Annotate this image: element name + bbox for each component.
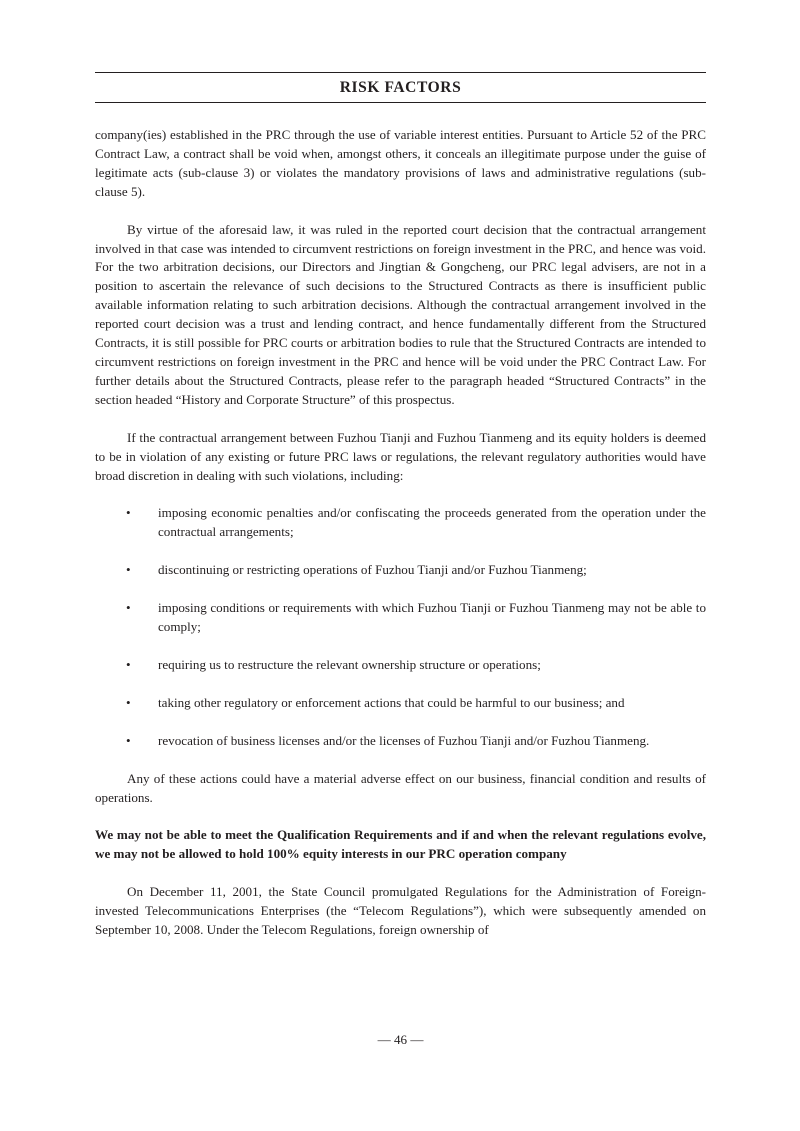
bullet-icon: • (126, 656, 131, 672)
header-bottom-rule (95, 102, 706, 103)
paragraph-telecom-regulations: On December 11, 2001, the State Council promulgated Regulations for the Administration of Foreign-invested Telecommunications Enterprises (the “Telecom Regulations”), which were subsequently amended on September 10, 2008. Under the Telecom Regulations, foreign ownership of (95, 884, 706, 938)
list-item-text: imposing conditions or requirements with which Fuzhou Tianji or Fuzhou Tianmeng may not be able to comply; (158, 600, 706, 635)
header-top-rule (95, 72, 706, 73)
paragraph-court-decision: By virtue of the aforesaid law, it was ruled in the reported court decision that the contractual arrangement involved in that case was intended to circumvent restrictions on foreign investment in the PRC, and hence was void. For the two arbitration decisions, our Directors and Jingtian & Gongcheng, our PRC legal advisers, are not in a position to ascertain the relevance of such decisions to the Structured Contracts as there is insufficient public available information relating to such arbitration decisions. Although the contractual arrangement involved in the reported court decision was a trust and lending contract, and hence fundamentally different from the Structured Contracts, it is still possible for PRC courts or arbitration bodies to rule that the Structured Contracts are intended to circumvent restrictions on foreign investment in the PRC and hence will be void under the PRC Contract Law. For further details about the Structured Contracts, please refer to the paragraph headed “Structured Contracts” in the section headed “History and Corporate Structure” of this prospectus. (95, 221, 706, 407)
bullet-icon: • (126, 600, 131, 616)
page-number: — 46 — (377, 1032, 424, 1047)
list-item-text: revocation of business licenses and/or the licenses of Fuzhou Tianji and/or Fuzhou Tianmeng. (158, 732, 650, 748)
list-item (95, 504, 706, 542)
bullet-icon: • (126, 694, 131, 710)
list-item-text: imposing economic penalties and/or confiscating the proceeds generated from the operation under the contractual arrangements; (158, 505, 706, 540)
bullet-icon: • (126, 732, 131, 748)
list-item-text: requiring us to restructure the relevant ownership structure or operations; (158, 656, 541, 672)
list-item-text: taking other regulatory or enforcement actions that could be harmful to our business; and (158, 694, 625, 710)
paragraph-adverse-effect: Any of these actions could have a material adverse effect on our business, financial condition and results of operations. (95, 770, 706, 805)
bullet-icon: • (126, 505, 131, 521)
page-header-title: RISK FACTORS (339, 79, 462, 96)
paragraph-continued: company(ies) established in the PRC through the use of variable interest entities. Pursuant to Article 52 of the PRC Contract Law, a contract shall be void when, amongst others, it conceals an illegitimate purpose under the guise of legitimate acts (sub-clause 3) or violates the mandatory provisions of laws and administrative regulations (sub-clause 5). (95, 127, 706, 199)
list-item (95, 694, 706, 713)
section-heading: We may not be able to meet the Qualification Requirements and if and when the relevant regulations evolve, we may not be allowed to hold 100% equity interests in our PRC operation company (95, 827, 706, 862)
document-page (95, 0, 706, 1131)
list-item (95, 561, 706, 580)
list-item-text: discontinuing or restricting operations of Fuzhou Tianji and/or Fuzhou Tianmeng; (158, 562, 587, 578)
list-item (95, 656, 706, 675)
body-text (95, 126, 706, 959)
list-item (95, 599, 706, 637)
violation-actions-list (95, 504, 706, 750)
paragraph-violation-consequences: If the contractual arrangement between Fuzhou Tianji and Fuzhou Tianmeng and its equity holders is deemed to be in violation of any existing or future PRC laws or regulations, the relevant regulatory authorities would have broad discretion in dealing with such violations, including: (95, 429, 706, 483)
bullet-icon: • (126, 562, 131, 578)
list-item (95, 732, 706, 751)
